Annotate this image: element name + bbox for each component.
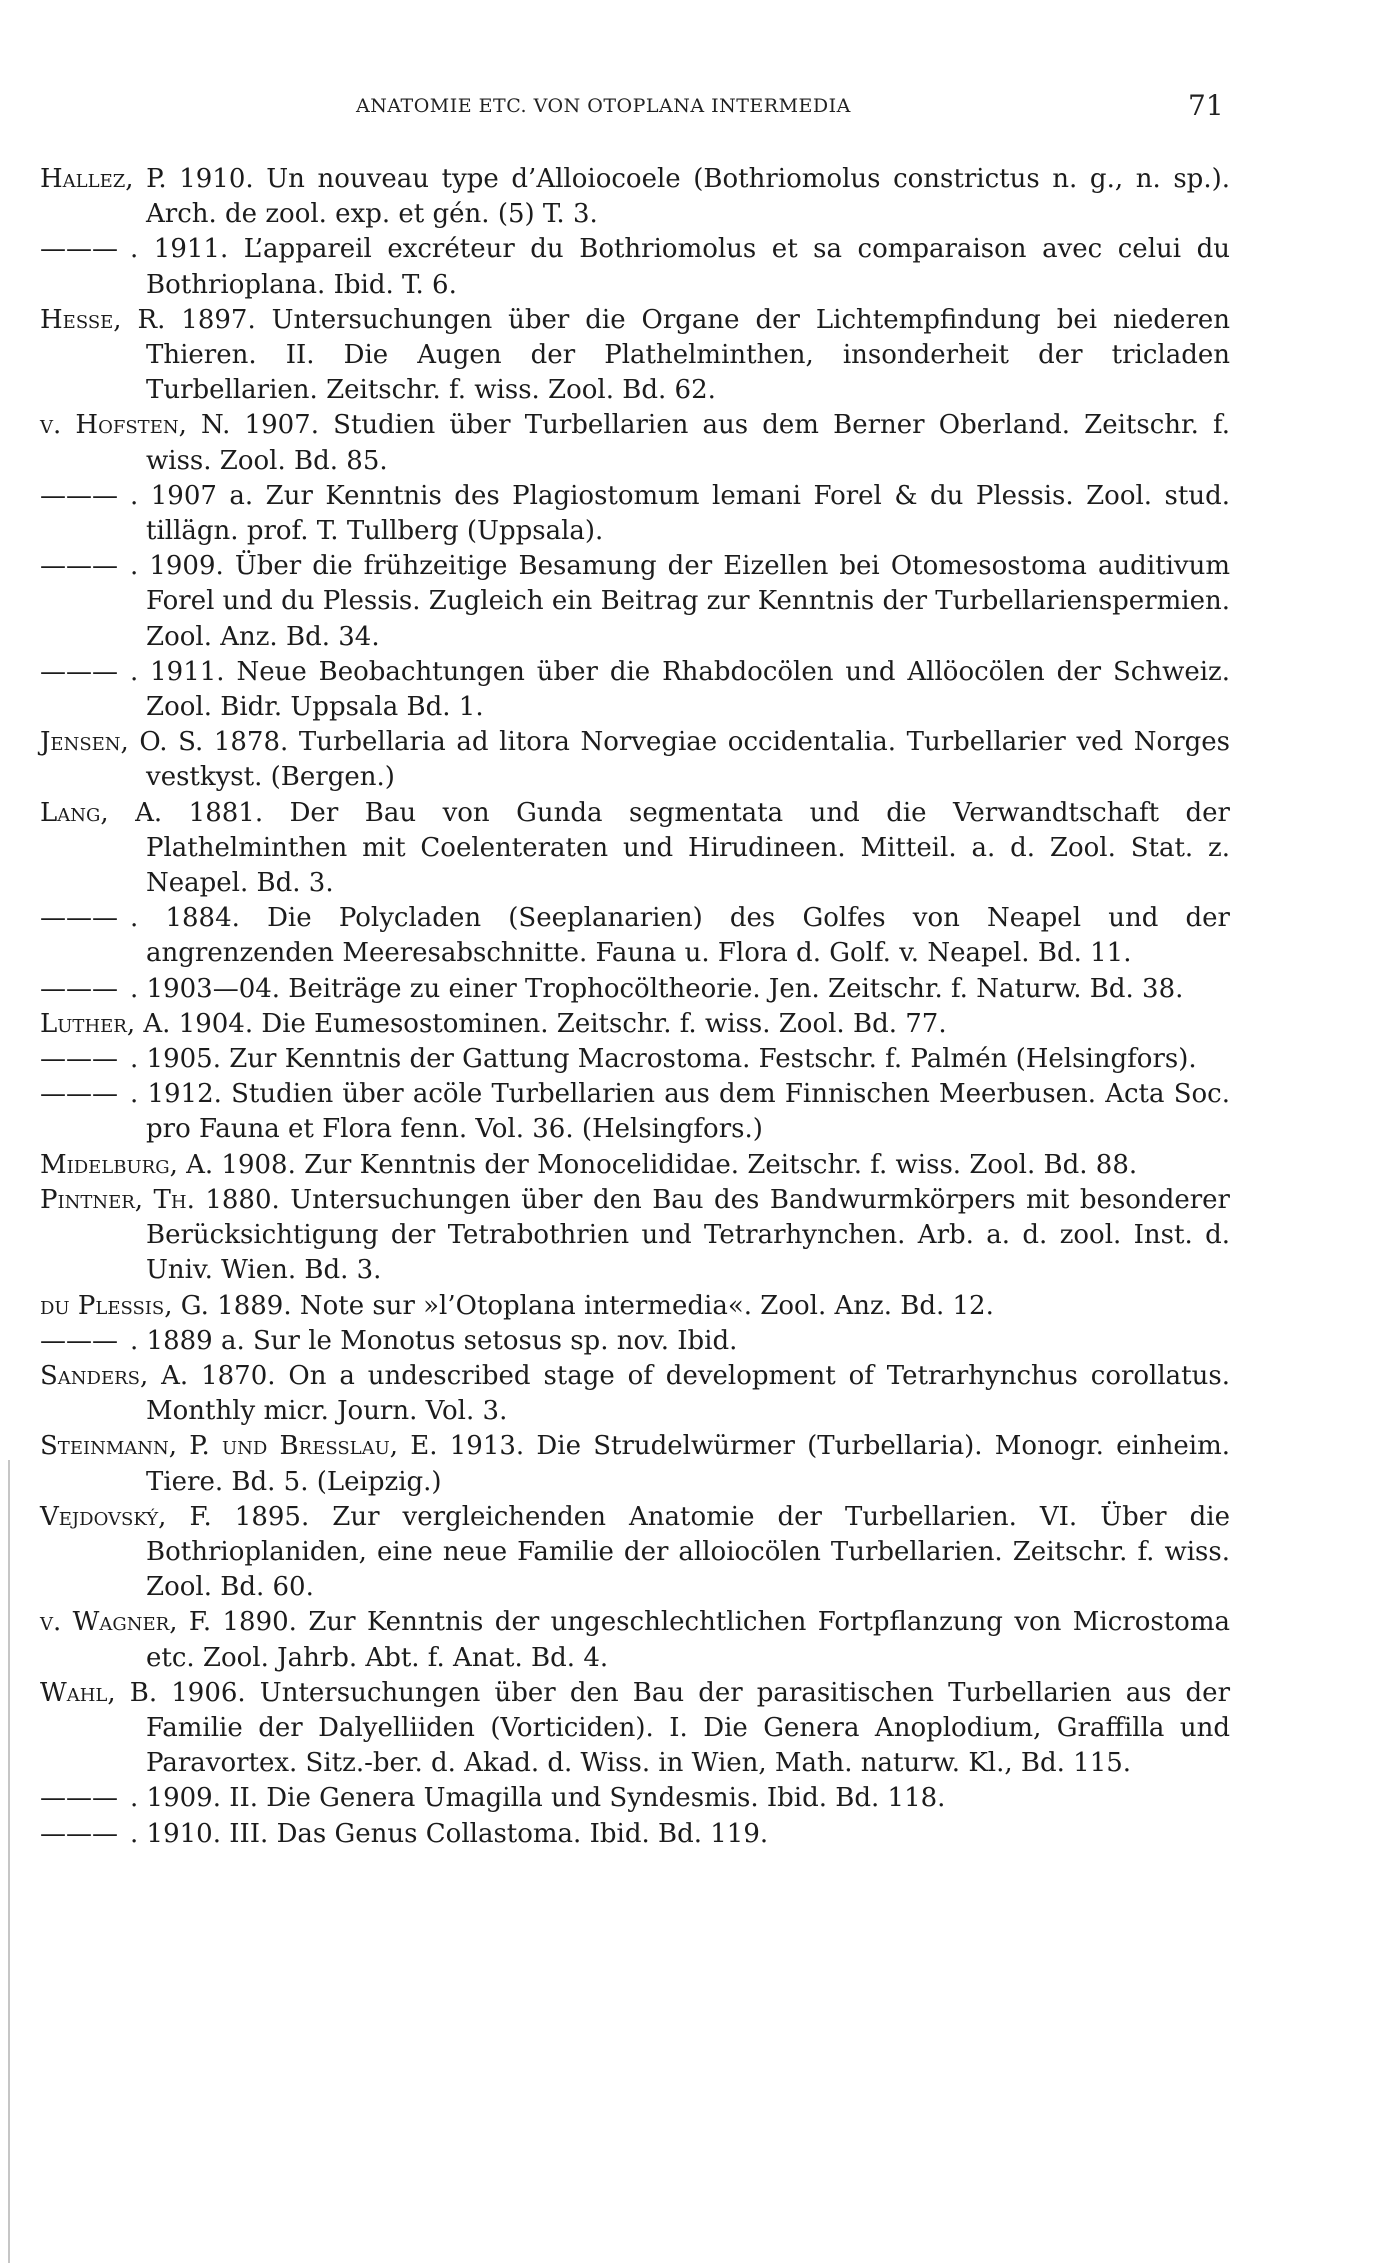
reference-text: 1906. Untersuchungen über den Bau der parasitischen Turbellarien aus der Familie der Dalyelliiden (Vorticiden). I. Die Genera Anoplodium, Graffilla und Paravortex. Sitz.-ber. d. Akad. d. Wiss. in Wien, Math. naturw. Kl., Bd. 115. — [146, 1677, 1230, 1779]
reference-text: 1890. Zur Kenntnis der ungeschlechtlichen Fortpflanzung von Microstoma etc. Zool. Jahrb. Abt. f. Anat. Bd. 4. — [146, 1607, 1230, 1673]
reference-entry — [40, 655, 1230, 725]
reference-author: Vejdovský, F. — [40, 1501, 212, 1532]
reference-entry — [40, 796, 1230, 902]
reference-text: . 1889 a. Sur le Monotus setosus sp. nov. Ibid. — [130, 1325, 738, 1356]
reference-text: . 1907 a. Zur Kenntnis des Plagiostomum lemani Forel & du Plessis. Zool. stud. tillägn. prof. T. Tullberg (Uppsala). — [130, 480, 1230, 547]
reference-text: . 1909. Über die frühzeitige Besamung der Eizellen bei Otomesostoma auditivum Forel und du Plessis. Zugleich ein Beitrag zur Kenntnis der Turbellarienspermien. Zool. Anz. Bd. 34. — [130, 551, 1230, 652]
reference-entry — [40, 1324, 1230, 1359]
reference-entry — [40, 1781, 1230, 1816]
repeat-author-dash: ——— — [40, 480, 118, 511]
reference-text: . 1909. II. Die Genera Umagilla und Syndesmis. Ibid. Bd. 118. — [130, 1783, 946, 1814]
reference-text: . 1911. Neue Beobachtungen über die Rhabdocölen und Allöocölen der Schweiz. Zool. Bidr. Uppsala Bd. 1. — [130, 656, 1230, 723]
reference-text: 1878. Turbellaria ad litora Norvegiae occidentalia. Turbellarier ved Norges vestkyst. (Bergen.) — [146, 727, 1230, 793]
reference-text: 1904. Die Eumesostominen. Zeitschr. f. wiss. Zool. Bd. 77. — [170, 1008, 947, 1039]
reference-text: . 1911. L’appareil excréteur du Bothriomolus et sa comparaison avec celui du Bothrioplana. Ibid. T. 6. — [130, 234, 1230, 300]
scan-edge-line — [8, 1460, 10, 2263]
repeat-author-dash: ——— — [40, 1818, 118, 1849]
reference-entry — [40, 1359, 1230, 1429]
reference-author: Midelburg, A. — [40, 1149, 214, 1180]
reference-entry — [40, 1007, 1230, 1042]
reference-text: 1880. Untersuchungen über den Bau des Bandwurmkörpers mit besonderer Berücksichtigung der Tetrabothrien und Tetrarhynchen. Arb. a. d. zool. Inst. d. Univ. Wien. Bd. 3. — [146, 1184, 1230, 1286]
reference-text: . 1903—04. Beiträge zu einer Trophocöltheorie. Jen. Zeitschr. f. Naturw. Bd. 38. — [130, 973, 1184, 1004]
reference-text: . 1912. Studien über acöle Turbellarien aus dem Finnischen Meerbusen. Acta Soc. pro Fauna et Flora fenn. Vol. 36. (Helsingfors.) — [130, 1079, 1230, 1145]
reference-text: 1907. Studien über Turbellarien aus dem Berner Oberland. Zeitschr. f. wiss. Zool. Bd. 85. — [146, 410, 1230, 476]
repeat-author-dash: ——— — [40, 1044, 118, 1075]
reference-entry — [40, 725, 1230, 795]
reference-text: 1897. Untersuchungen über die Organe der Lichtempfindung bei niederen Thieren. II. Die Augen der Plathelminthen, insonderheit der tricladen Turbellarien. Zeitschr. f. wiss. Zool. Bd. 62. — [146, 304, 1230, 406]
reference-entry — [40, 1429, 1230, 1499]
reference-text: . 1884. Die Polycladen (Seeplanarien) des Golfes von Neapel und der angrenzenden Meeresabschnitte. Fauna u. Flora d. Golf. v. Neapel. Bd. 11. — [130, 903, 1230, 969]
page-number: 71 — [1188, 89, 1224, 122]
reference-author: Hallez, P. — [40, 164, 167, 194]
reference-entry — [40, 1077, 1230, 1147]
repeat-author-dash: ——— — [40, 1783, 118, 1814]
reference-author: Lang, A. — [40, 797, 163, 828]
reference-entry — [40, 1289, 1230, 1324]
repeat-author-dash: ——— — [40, 1079, 118, 1110]
reference-entry — [40, 408, 1230, 478]
repeat-author-dash: ——— — [40, 656, 118, 687]
reference-entry — [40, 479, 1230, 549]
reference-entry — [40, 232, 1230, 302]
reference-entry — [40, 1676, 1230, 1782]
running-header — [0, 86, 1383, 126]
reference-entry — [40, 972, 1230, 1007]
reference-entry — [40, 162, 1230, 232]
reference-author: Wahl, B. — [40, 1677, 158, 1708]
reference-text: 1908. Zur Kenntnis der Monocelididae. Zeitschr. f. wiss. Zool. Bd. 88. — [213, 1149, 1138, 1180]
repeat-author-dash: ——— — [40, 551, 118, 582]
reference-list — [40, 162, 1230, 1852]
reference-author: Hesse, R. — [40, 304, 166, 335]
reference-text: 1913. Die Strudelwürmer (Turbellaria). Monogr. einheim. Tiere. Bd. 5. (Leipzig.) — [146, 1431, 1230, 1497]
reference-entry — [40, 1148, 1230, 1183]
reference-text: . 1905. Zur Kenntnis der Gattung Macrostoma. Festschr. f. Palmén (Helsingfors). — [130, 1044, 1197, 1075]
reference-entry — [40, 1500, 1230, 1606]
reference-entry — [40, 901, 1230, 971]
reference-author: Pintner, Th. — [40, 1184, 195, 1215]
reference-author: v. Wagner, F. — [40, 1607, 212, 1638]
reference-entry — [40, 303, 1230, 409]
reference-author: Jensen, O. S. — [40, 727, 204, 758]
reference-author: v. Hofsten, N. — [40, 410, 231, 441]
reference-entry — [40, 1183, 1230, 1289]
reference-text: 1910. Un nouveau type d’Alloiocoele (Bothriomolus constrictus n. g., n. sp.). Arch. de zool. exp. et gén. (5) T. 3. — [146, 164, 1230, 230]
repeat-author-dash: ——— — [40, 973, 118, 1004]
reference-entry — [40, 1605, 1230, 1675]
reference-text: 1870. On a undescribed stage of development of Tetrarhynchus corollatus. Monthly micr. Journ. Vol. 3. — [146, 1360, 1230, 1427]
reference-text: 1889. Note sur »l’Otoplana intermedia«. Zool. Anz. Bd. 12. — [208, 1290, 994, 1321]
repeat-author-dash: ——— — [40, 1325, 118, 1356]
reference-text: 1895. Zur vergleichenden Anatomie der Turbellarien. VI. Über die Bothrioplaniden, eine neue Familie der alloiocölen Turbellarien. Zeitschr. f. wiss. Zool. Bd. 60. — [146, 1501, 1230, 1603]
running-title: ANATOMIE ETC. VON OTOPLANA INTERMEDIA — [356, 95, 851, 117]
reference-text: 1881. Der Bau von Gunda segmentata und die Verwandtschaft der Plathelminthen mit Coelenteraten und Hirudineen. Mitteil. a. d. Zool. Stat. z. Neapel. Bd. 3. — [146, 797, 1230, 899]
reference-author: Luther, A. — [40, 1008, 171, 1039]
reference-author: Sanders, A. — [40, 1360, 189, 1391]
reference-author: Steinmann, P. und Bresslau, E. — [40, 1431, 438, 1462]
repeat-author-dash: ——— — [40, 903, 118, 934]
reference-entry — [40, 549, 1230, 655]
repeat-author-dash: ——— — [40, 234, 118, 265]
reference-entry — [40, 1817, 1230, 1852]
reference-author: du Plessis, G. — [40, 1290, 209, 1321]
reference-text: . 1910. III. Das Genus Collastoma. Ibid. Bd. 119. — [130, 1818, 769, 1849]
reference-entry — [40, 1042, 1230, 1077]
